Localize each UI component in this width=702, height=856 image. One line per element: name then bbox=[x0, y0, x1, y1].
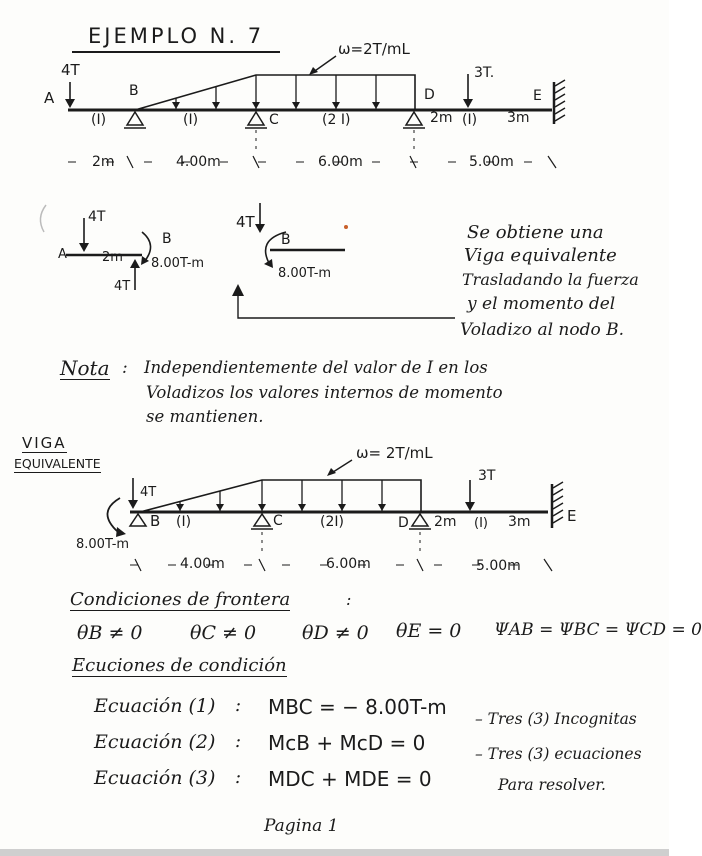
eq1-colon: : bbox=[235, 695, 242, 716]
beam1-node-b: B bbox=[129, 83, 139, 99]
nota-line-2: Voladizos los valores internos de momento bbox=[146, 383, 503, 402]
beam1-dim-1: 2m bbox=[92, 154, 115, 170]
beam2-node-b: B bbox=[150, 512, 161, 530]
support-b bbox=[124, 112, 146, 128]
eq1-expr: MBC = − 8.00T-m bbox=[268, 695, 447, 719]
support-c bbox=[245, 112, 267, 128]
boundary-heading: Condiciones de frontera bbox=[70, 589, 291, 610]
beam1-seg-e: 3m bbox=[507, 110, 530, 126]
beam2-heading-2: EQUIVALENTE bbox=[14, 456, 101, 471]
beam1-dim-2: 4.00m bbox=[176, 154, 221, 170]
beam1-inertia-cd: (2 I) bbox=[322, 112, 351, 128]
nota-colon: : bbox=[122, 358, 128, 378]
nota-line-3: se mantienen. bbox=[146, 407, 264, 426]
nota-line-1: Independientemente del valor de I en los bbox=[144, 358, 488, 377]
beam1-seg-d: 2m bbox=[430, 110, 453, 126]
eq1-label: Ecuación (1) bbox=[94, 695, 216, 717]
support-c2 bbox=[251, 514, 273, 529]
eq3-label: Ecuación (3) bbox=[94, 767, 216, 789]
fb-left-reaction: 4T bbox=[114, 279, 131, 294]
beam2-heading-1: VIGA bbox=[22, 434, 67, 452]
page-title: EJEMPLO N. 7 bbox=[88, 24, 265, 48]
beam1-inertia-de: (I) bbox=[462, 112, 478, 128]
equiv-text-1: Se obtiene una bbox=[467, 222, 604, 243]
fb-left-moment: 8.00T-m bbox=[151, 256, 205, 271]
beam2-inertia-de: (I) bbox=[474, 516, 488, 531]
nota-label: Nota bbox=[60, 356, 110, 380]
beam1-node-d: D bbox=[424, 87, 435, 103]
eq2-label: Ecuación (2) bbox=[94, 731, 216, 753]
beam1-inertia-ab: (I) bbox=[91, 112, 107, 128]
side-note-3: Para resolver. bbox=[498, 776, 606, 794]
beam2-dim-1: 4.00m bbox=[180, 556, 225, 572]
eq3-colon: : bbox=[235, 767, 242, 788]
beam1-load-4t: 4T bbox=[61, 61, 80, 79]
eq2-colon: : bbox=[235, 731, 242, 752]
beam1-dim-3: 6.00m bbox=[318, 154, 363, 170]
fixed-support-e-hatch bbox=[555, 80, 565, 121]
beam2-dim-3: 5.00m bbox=[476, 558, 521, 574]
boundary-theta-d: θD ≠ 0 bbox=[302, 622, 369, 644]
boundary-theta-e: θE = 0 bbox=[396, 620, 462, 642]
boundary-theta-b: θB ≠ 0 bbox=[77, 622, 143, 644]
beam2-inertia-cd: (2I) bbox=[320, 514, 344, 530]
beam1-node-c: C bbox=[269, 112, 279, 128]
beam1-load-w: ω=2T/mL bbox=[338, 40, 410, 58]
boundary-psi: ΨAB = ΨBC = ΨCD = 0 bbox=[494, 620, 702, 640]
return-arrow bbox=[238, 290, 455, 318]
boundary-theta-c: θC ≠ 0 bbox=[190, 622, 257, 644]
beam2-seg-d: 2m bbox=[434, 514, 457, 530]
eq2-expr: McB + McD = 0 bbox=[268, 731, 426, 755]
fb-left-force: 4T bbox=[88, 209, 106, 225]
beam1-dim-4: 5.00m bbox=[469, 154, 514, 170]
fb-right-force: 4T bbox=[236, 213, 255, 231]
equiv-text-3: Trasladando la fuerza bbox=[462, 270, 639, 289]
page-bottom-edge bbox=[0, 849, 669, 856]
beam2-inertia-bc: (I) bbox=[176, 514, 192, 530]
side-note-2: – Tres (3) ecuaciones bbox=[475, 745, 642, 763]
fb-right-moment: 8.00T-m bbox=[278, 266, 332, 281]
beam2-seg-e: 3m bbox=[508, 514, 531, 530]
beam1-load-3t: 3T. bbox=[474, 65, 495, 81]
distributed-load-1-arrows bbox=[176, 75, 376, 109]
equiv-text-4: y el momento del bbox=[467, 294, 616, 314]
fb-left-length: 2m bbox=[102, 250, 123, 265]
beam2-load-w: ω= 2T/mL bbox=[356, 444, 433, 462]
equations-heading: Ecuciones de condición bbox=[72, 655, 287, 676]
support-d2 bbox=[409, 514, 431, 529]
support-d bbox=[403, 112, 425, 128]
page-number: Pagina 1 bbox=[264, 816, 339, 836]
fb-right-node-b: B bbox=[281, 232, 291, 248]
fb-left-node-a: A bbox=[58, 247, 67, 262]
equiv-text-2: Viga equivalente bbox=[464, 245, 617, 266]
fb-left-node-b: B bbox=[162, 231, 172, 247]
beam2-node-d: D bbox=[398, 515, 409, 531]
beam2-node-c: C bbox=[273, 513, 283, 529]
eq3-expr: MDC + MDE = 0 bbox=[268, 767, 432, 791]
moment-arc-2 bbox=[107, 498, 120, 532]
side-note-1: – Tres (3) Incognitas bbox=[475, 710, 637, 728]
boundary-colon: : bbox=[346, 590, 352, 609]
support-b2 bbox=[130, 514, 146, 526]
beam2-load-4t: 4T bbox=[140, 485, 157, 500]
beam1-node-e: E bbox=[533, 88, 542, 104]
beam1-inertia-bc: (I) bbox=[183, 112, 199, 128]
beam2-dim-2: 6.00m bbox=[326, 556, 371, 572]
beam2-load-3t: 3T bbox=[478, 468, 496, 484]
beam2-node-e: E bbox=[567, 507, 577, 525]
beam2-moment: 8.00T-m bbox=[76, 537, 130, 552]
beam1-node-a: A bbox=[44, 89, 55, 107]
equiv-text-5: Voladizo al nodo B. bbox=[460, 320, 625, 340]
